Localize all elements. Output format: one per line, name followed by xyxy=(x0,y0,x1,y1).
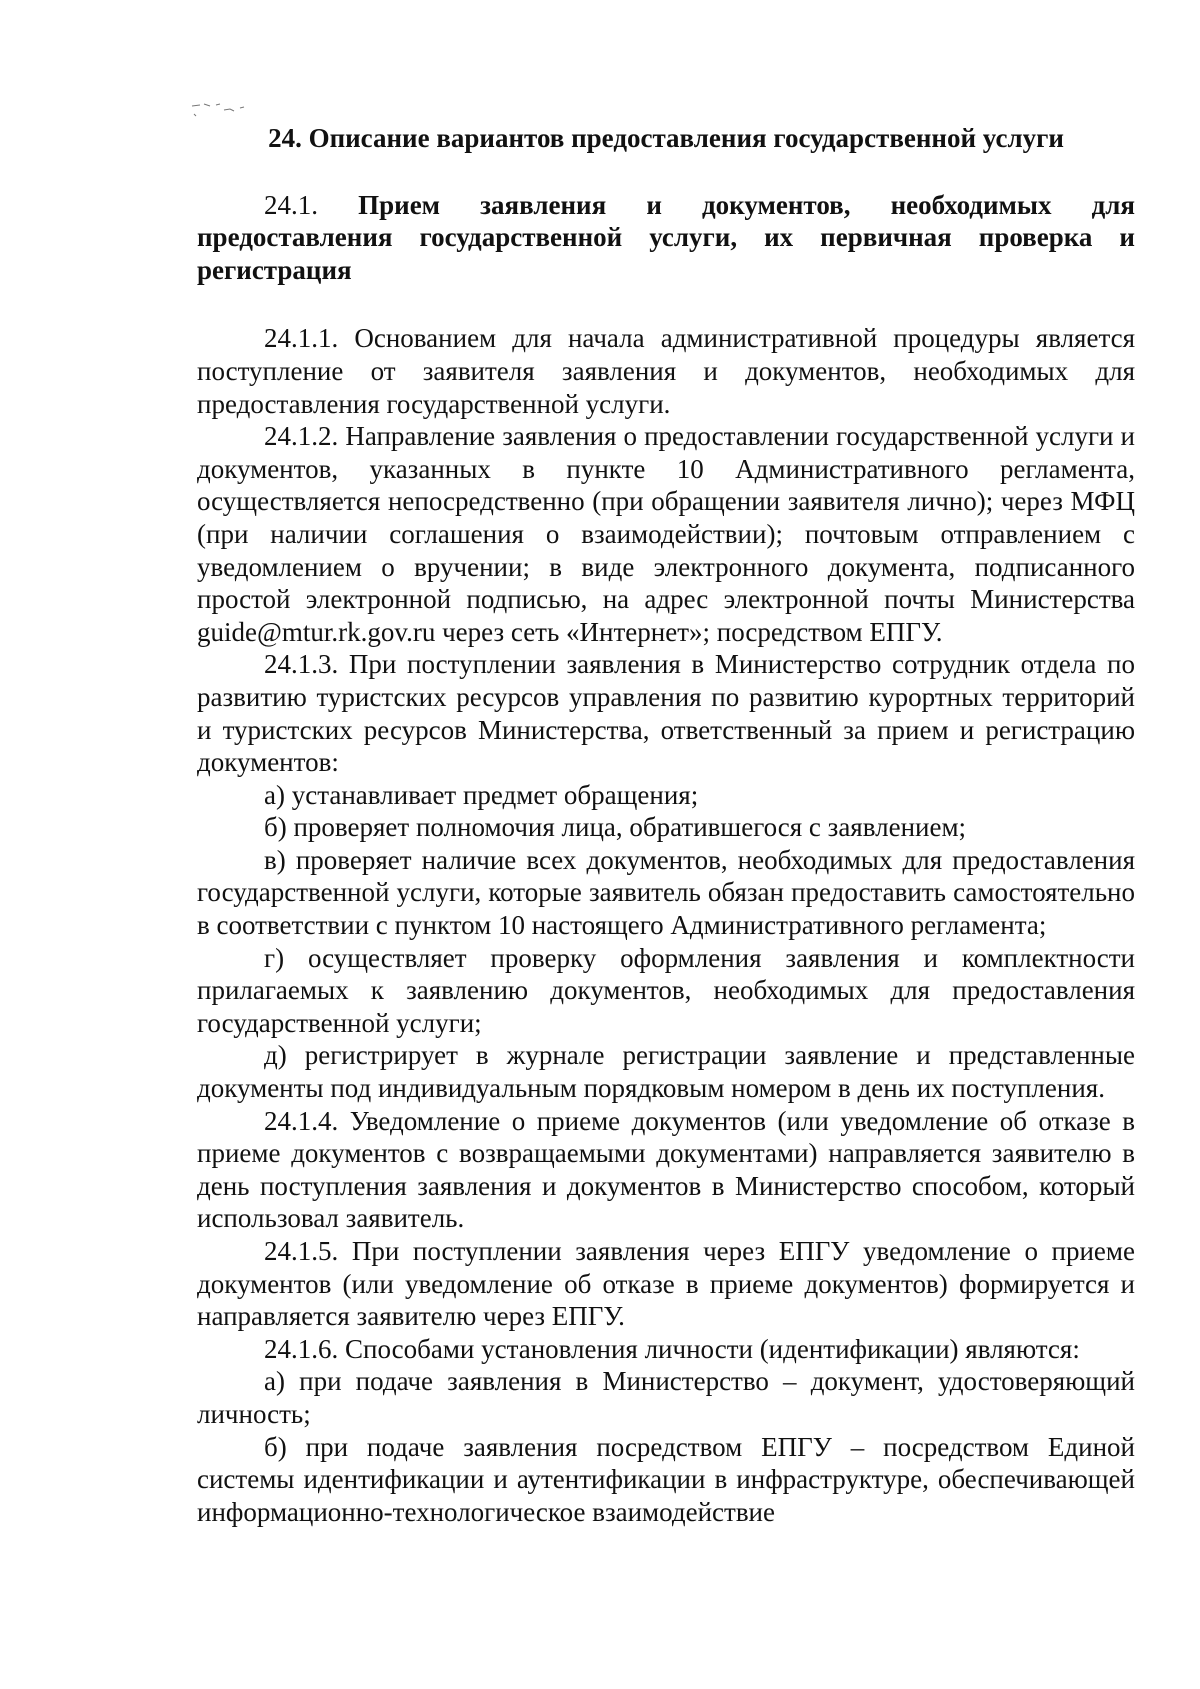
paragraph-24-1-5: 24.1.5. При поступлении заявления через ЕПГУ уведомление о приеме документов (или уведомление об отказе в приеме документов) формируется и направляется заявителю через ЕПГУ. xyxy=(197,1236,1135,1332)
list-item-d: д) регистрирует в журнале регистрации заявление и представленные документы под индивидуальным порядковым номером в день их поступления. xyxy=(197,1040,1135,1104)
list-item-a: а) устанавливает предмет обращения; xyxy=(264,779,699,810)
paragraph-24-1-1: 24.1.1. Основанием для начала административной процедуры является поступление от заявителя заявления и документов, необходимых для предоставления государственной услуги. xyxy=(197,323,1135,419)
identification-item-b: б) при подаче заявления посредством ЕПГУ – посредством Единой системы идентификации и аутентификации в инфраструктуре, обеспечивающей информационно-технологическое взаимодействие xyxy=(197,1431,1135,1527)
scan-speck-mark xyxy=(190,100,270,120)
subsection-number: 24.1. xyxy=(264,189,318,220)
list-item-g: г) осуществляет проверку оформления заявления и комплектности прилагаемых к заявлению документов, необходимых для предоставления государственной услуги; xyxy=(197,942,1135,1038)
list-item-v: в) проверяет наличие всех документов, необходимых для предоставления государственной услуги, которые заявитель обязан предоставить самостоятельно в соответствии с пунктом 10 настоящего Административного регламента; xyxy=(197,844,1135,941)
paragraph-24-1-2: 24.1.2. Направление заявления о предоставлении государственной услуги и документов, указанных в пункте 10 Административного регламента, осуществляется непосредственно (при обращении заявителя лично); через МФЦ (при наличии соглашения о взаимодействии); почтовым отправлением с уведомлением о вручении; в виде электронного документа, подписанного простой электронной подписью, на адрес электронной почты Министерства guide@mtur.rk.gov.ru через сеть «Интернет»; посредством ЕПГУ. xyxy=(197,421,1135,647)
subsection-heading xyxy=(197,189,1135,287)
identification-item-a: а) при подаче заявления в Министерство – документ, удостоверяющий личность; xyxy=(197,1366,1135,1429)
section-title: 24. Описание вариантов предоставления государственной услуги xyxy=(268,123,1064,153)
paragraph-24-1-6: 24.1.6. Способами установления личности (идентификации) являются: xyxy=(264,1333,1080,1364)
paragraph-24-1-3: 24.1.3. При поступлении заявления в Министерство сотрудник отдела по развитию туристских ресурсов управления по развитию курортных территорий и туристских ресурсов Министерства, ответственный за прием и регистрацию документов: xyxy=(197,649,1135,778)
list-item-b: б) проверяет полномочия лица, обратившегося с заявлением; xyxy=(264,812,967,843)
document-body xyxy=(197,122,1135,1528)
paragraph-24-1-4: 24.1.4. Уведомление о приеме документов (или уведомление об отказе в приеме документов с возвращаемыми документами) направляется заявителю в день поступления заявления и документов в Министерство способом, который использовал заявитель. xyxy=(197,1105,1135,1234)
subsection-title: Прием заявления и документов, необходимых для предоставления государственной услуги, их первичная проверка и регистрация xyxy=(197,189,1136,285)
